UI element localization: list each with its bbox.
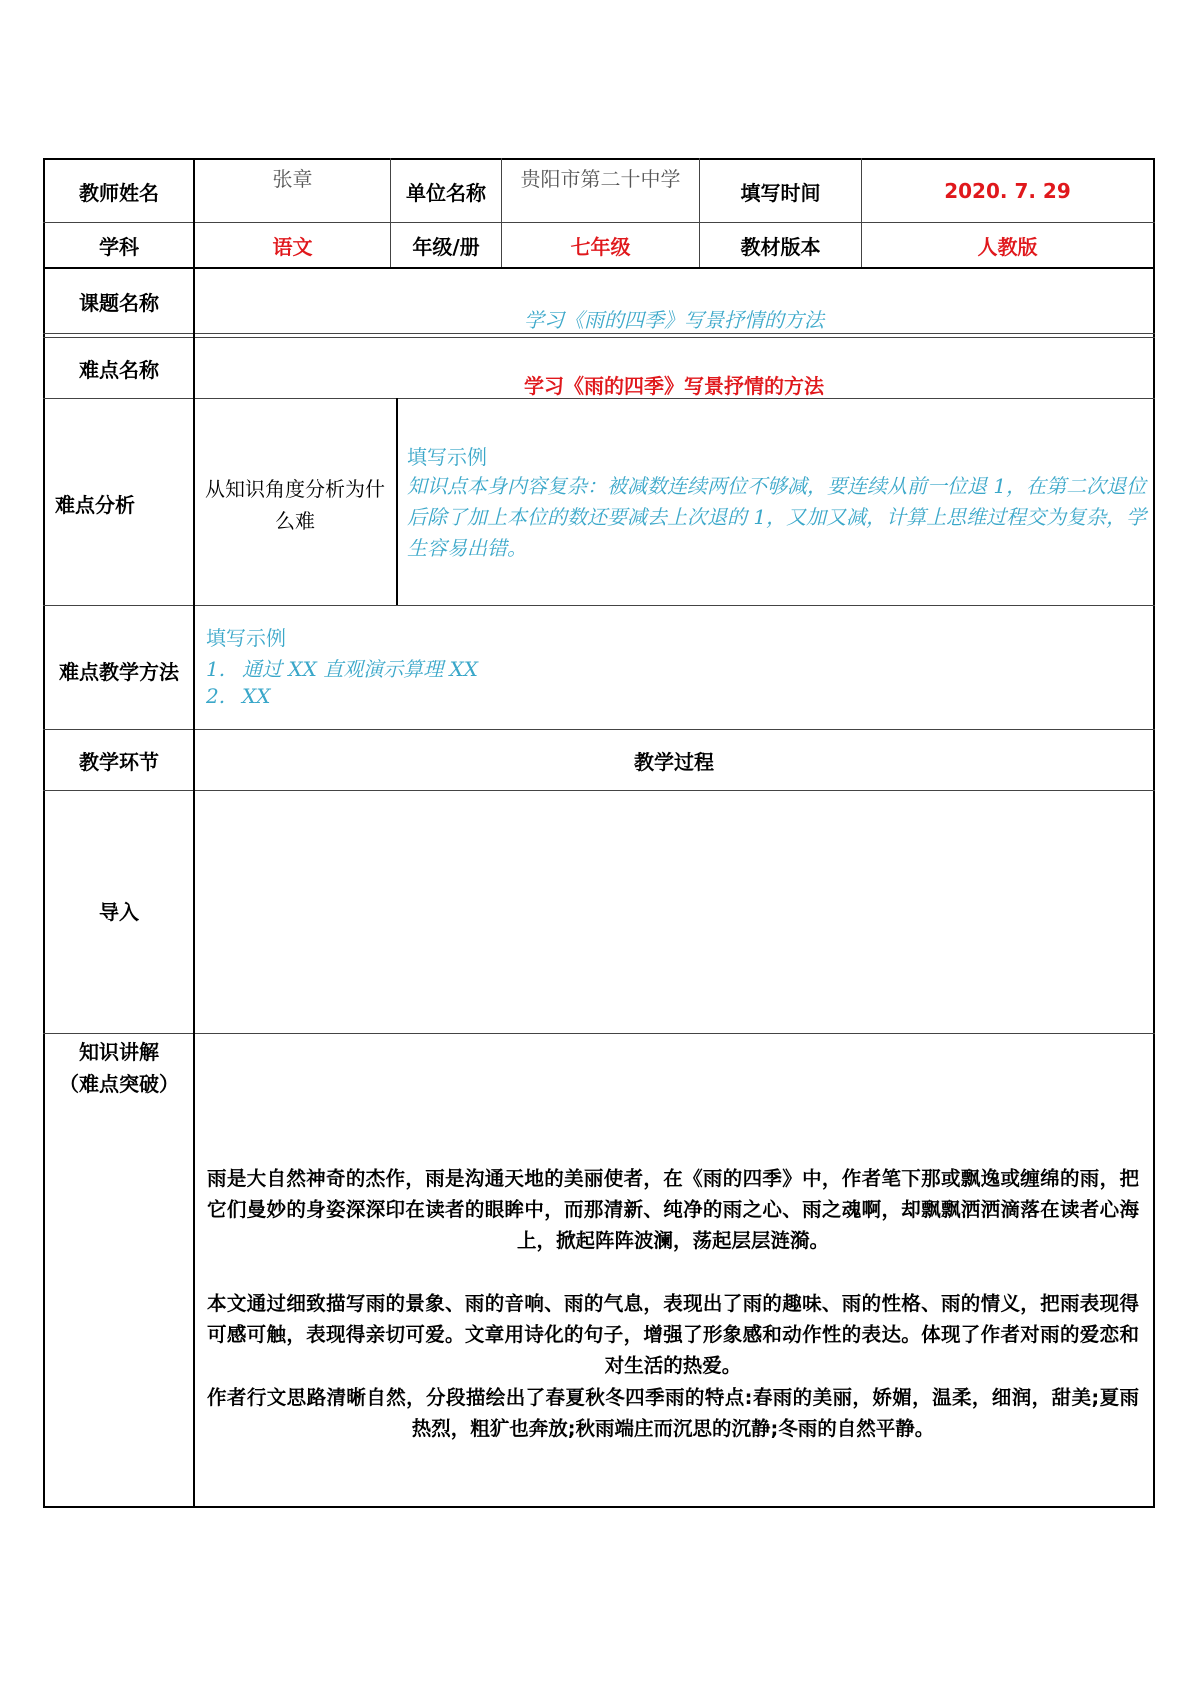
method-item — [206, 653, 906, 683]
knowledge-paragraph: 本文通过细致描写雨的景象、雨的音响、雨的气息，表现出了雨的趣味、雨的性格、雨的情义，把雨表现得可感可触，表现得亲切可爱。文章用诗化的句子，增强了形象感和动作性的表达。体现了作者对雨的爱恋和对生活的热爱。 — [207, 1292, 1139, 1377]
subject-label: 学科 — [99, 234, 139, 259]
knowledge-paragraph: 作者行文思路清晰自然，分段描绘出了春夏秋冬四季雨的特点:春雨的美丽，娇媚，温柔，细润，甜美;夏雨热烈，粗犷也奔放;秋雨端庄而沉思的沉静;冬雨的自然平静。 — [207, 1386, 1139, 1440]
method-item-number: 1. — [206, 657, 226, 681]
difficulty-value: 学习《雨的四季》写景抒情的方法 — [524, 374, 824, 398]
method-example-title: 填写示例 — [206, 626, 286, 650]
table-border-right — [1153, 158, 1155, 1508]
analysis-sublabel: 从知识角度分析为什么难 — [205, 477, 385, 533]
knowledge-label: 知识讲解 — [79, 1040, 159, 1064]
teacher-name-label: 教师姓名 — [79, 180, 159, 205]
edition-label: 教材版本 — [740, 234, 821, 259]
knowledge-paragraph: 雨是大自然神奇的杰作，雨是沟通天地的美丽使者，在《雨的四季》中，作者笔下那或飘逸或缠绵的雨，把它们曼妙的身姿深深印在读者的眼眸中，而那清新、纯净的雨之心、雨之魂啊，却飘飘洒洒滴落在读者心海上，掀起阵阵波澜，荡起层层涟漪。 — [207, 1167, 1139, 1252]
topic-value: 学习《雨的四季》写景抒情的方法 — [524, 308, 824, 332]
col-line — [396, 398, 398, 605]
analysis-example-title: 填写示例 — [407, 445, 487, 469]
method-item-number: 2. — [206, 684, 226, 708]
subject-value: 语文 — [272, 234, 313, 259]
topic-label: 课题名称 — [79, 290, 159, 315]
teaching-process-label: 教学过程 — [634, 749, 714, 774]
unit-name-label: 单位名称 — [406, 180, 486, 205]
method-item-text: XX — [242, 684, 271, 708]
analysis-example-text: 知识点本身内容复杂：被减数连续两位不够减，要连续从前一位退 1，在第二次退位后除了加上本位的数还要减去上次退的 1，又加又减，计算上思维过程交为复杂，学生容易出错。 — [407, 474, 1147, 560]
row-line — [43, 790, 1155, 791]
difficulty-label: 难点名称 — [79, 357, 159, 382]
row-line — [43, 267, 1155, 269]
analysis-label: 难点分析 — [55, 493, 135, 517]
col-line — [193, 158, 195, 1508]
method-item — [206, 684, 906, 714]
grade-value: 七年级 — [570, 234, 631, 259]
fill-date-value: 2020. 7. 29 — [944, 179, 1071, 203]
row-line — [43, 398, 1155, 399]
grade-label: 年级/册 — [412, 234, 480, 259]
fill-date-label: 填写时间 — [740, 180, 821, 205]
knowledge-sublabel: （难点突破） — [59, 1072, 179, 1096]
edition-value: 人教版 — [977, 234, 1038, 259]
teacher-name-value: 张章 — [272, 167, 313, 191]
method-item-text: 通过 XX 直观演示算理 XX — [242, 657, 479, 681]
table-border-bottom — [43, 1506, 1155, 1508]
teaching-stage-label: 教学环节 — [79, 749, 159, 774]
unit-name-value: 贵阳市第二十中学 — [520, 167, 681, 191]
method-label: 难点教学方法 — [59, 659, 179, 684]
row-line — [43, 1033, 1155, 1034]
intro-label: 导入 — [99, 899, 139, 924]
row-line — [43, 605, 1155, 606]
row-line — [43, 337, 1155, 338]
